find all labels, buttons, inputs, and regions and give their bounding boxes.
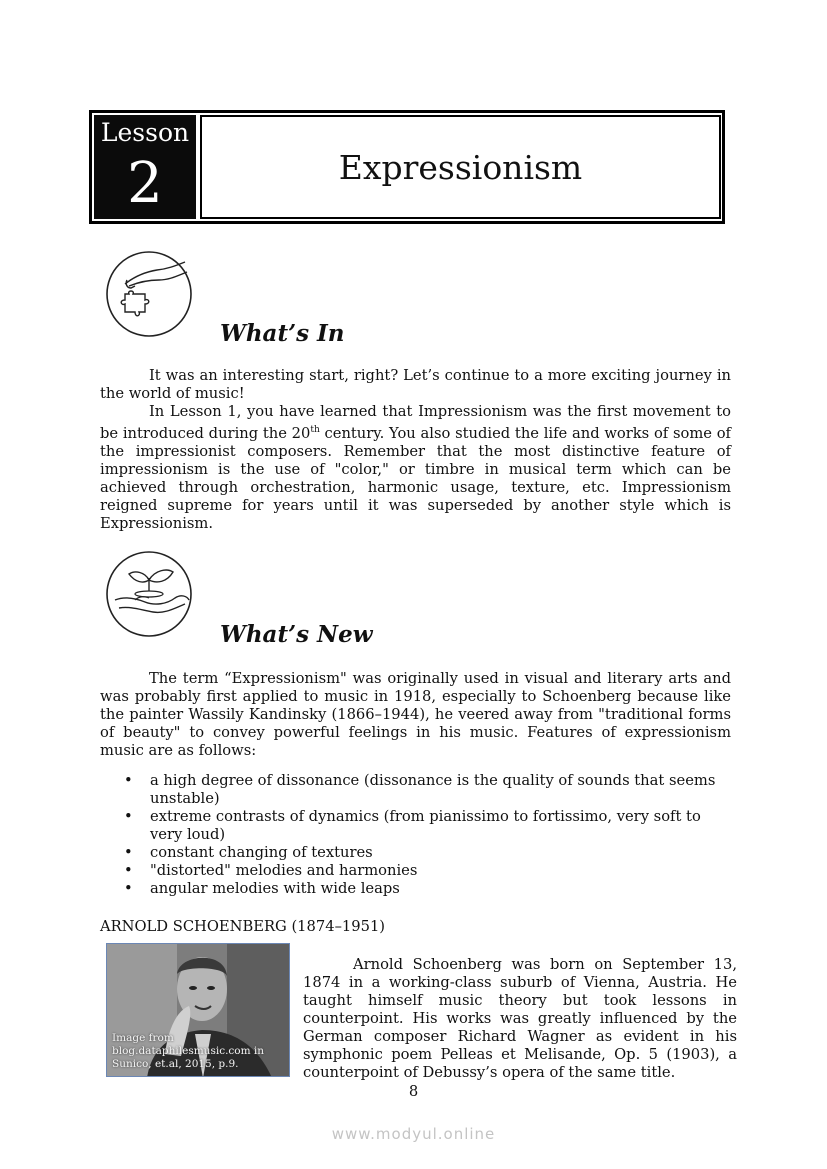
whats-new-heading: What’s New bbox=[220, 621, 373, 648]
watermark: www.modyul.online bbox=[331, 1125, 496, 1143]
expressionism-features-list bbox=[100, 772, 731, 898]
photo-caption: Image from blog.dataphilesmusic.com in Sunico, et.al, 2015, p.9. bbox=[112, 1032, 265, 1070]
whats-in-section bbox=[220, 320, 345, 347]
list-item: • extreme contrasts of dynamics (from pianissimo to fortissimo, very soft to very loud) bbox=[100, 808, 731, 844]
hand-sprout-icon bbox=[105, 550, 193, 642]
list-item: • angular melodies with wide leaps bbox=[100, 880, 731, 898]
schoenberg-bio: Arnold Schoenberg was born on September 13, 1874 in a working-class suburb of Vienna, Austria. He taught himself music theory but took lessons in counterpoint. His works was greatly influenced by the German composer Richard Wagner as evident in his symphonic poem Pelleas et Melisande, Op. 5 (1903), a counterpoint of Debussy’s opera of the same title. bbox=[303, 956, 737, 1081]
list-item: • constant changing of textures bbox=[100, 844, 731, 862]
whats-new-section bbox=[220, 621, 373, 648]
lesson-number-box bbox=[94, 115, 196, 219]
lesson-title: Expressionism bbox=[338, 147, 583, 187]
lesson-label: Lesson bbox=[100, 118, 190, 147]
page-number: 8 bbox=[408, 1083, 419, 1100]
whats-new-text bbox=[100, 670, 731, 760]
lesson-number: 2 bbox=[127, 151, 163, 216]
whats-in-paragraph-1: It was an interesting start, right? Let’s continue to a more exciting journey in the world of music! bbox=[100, 367, 731, 402]
lesson-title-box bbox=[200, 115, 721, 219]
list-item: • a high degree of dissonance (dissonance is the quality of sounds that seems unstable) bbox=[100, 772, 731, 808]
whats-new-intro: The term “Expressionism" was originally used in visual and literary arts and was probably first applied to music in 1918, especially to Schoenberg because like the painter Wassily Kandinsky (1866–1944), he veered away from "traditional forms of beauty" to convey powerful feelings in his music. Features of expressionism music are as follows: bbox=[100, 670, 731, 759]
superscript-th: th bbox=[310, 425, 320, 435]
whats-in-text bbox=[100, 367, 731, 533]
composer-heading: ARNOLD SCHOENBERG (1874–1951) bbox=[100, 918, 386, 935]
list-item: • "distorted" melodies and harmonies bbox=[100, 862, 731, 880]
schoenberg-photo bbox=[106, 943, 290, 1077]
whats-in-heading: What’s In bbox=[220, 320, 345, 347]
whats-in-paragraph-2: In Lesson 1, you have learned that Impressionism was the first movement to be introduced during the 20th century. You also studied the life and works of some of the impressionist composers. Remember that the most distinctive feature of impressionism is the use of "color," or timbre in musical term which can be achieved through orchestration, harmonic usage, texture, etc. Impressionism reigned supreme for years until it was superseded by another style which is Expressionism. bbox=[100, 403, 731, 532]
hand-puzzle-icon bbox=[105, 250, 193, 342]
